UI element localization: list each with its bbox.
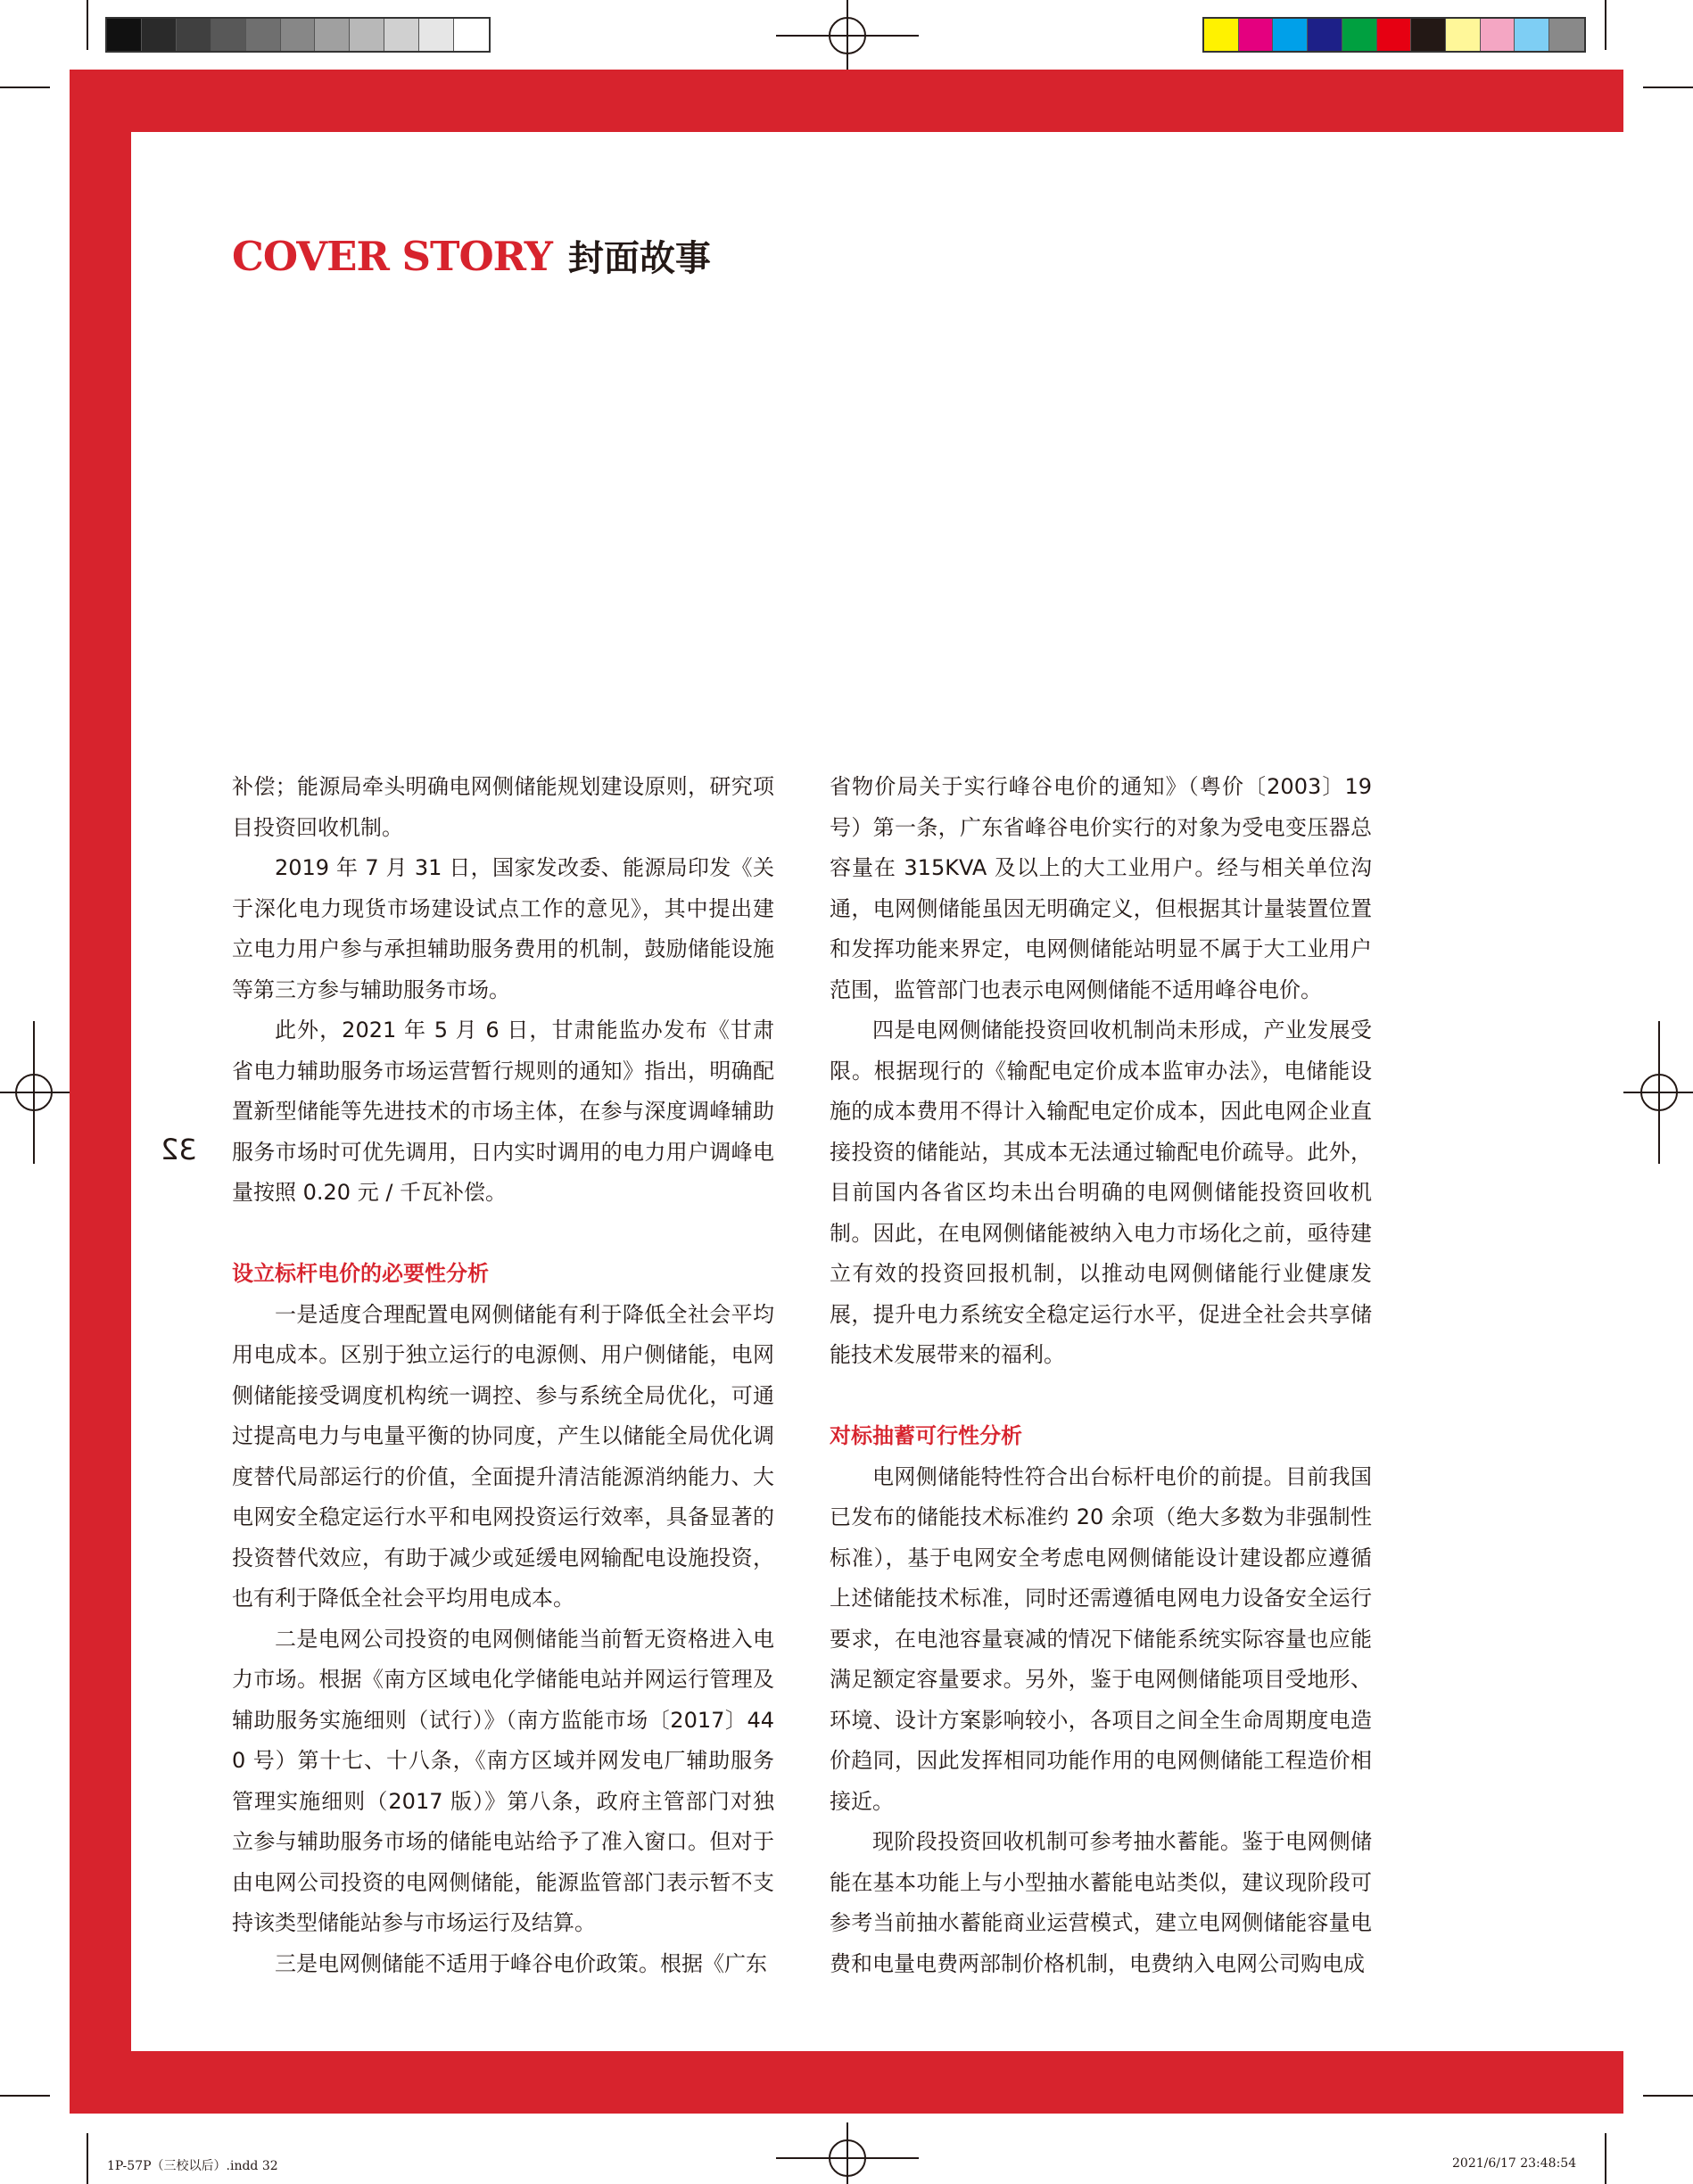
body-paragraph: 一是适度合理配置电网侧储能有利于降低全社会平均用电成本。区别于独立运行的电源侧、用户侧储能，电网侧储能接受调度机构统一调控、参与系统全局优化，可通过提高电力与电量平衡的协同度，产生以储能全局优化调度替代局部运行的价值，全面提升清洁能源消纳能力、大电网安全稳定运行水平和电网投资运行效率，具备显著的投资替代效应，有助于减少或延缓电网输配电设施投资，也有利于降低全社会平均用电成本。 bbox=[232, 1301, 774, 1611]
section-header bbox=[232, 230, 711, 284]
slug-timestamp: 2021/6/17 23:48:54 bbox=[1452, 2156, 1577, 2171]
section-heading: 设立标杆电价的必要性分析 bbox=[232, 1261, 489, 1286]
right-text-column bbox=[830, 767, 1372, 1984]
cover-story-cn-label: 封面故事 bbox=[567, 238, 711, 279]
page-number: 32 bbox=[161, 1133, 197, 1166]
body-paragraph: 二是电网公司投资的电网侧储能当前暂无资格进入电力市场。根据《南方区域电化学储能电站并网运行管理及辅助服务实施细则（试行）》（南方监能市场〔2017〕440 号）第十七、十八条，《南方区域并网发电厂辅助服务管理实施细则（2017 版）》第八条，政府主管部门对独立参与辅助服务市场的储能电站给予了准入窗口。但对于由电网公司投资的电网侧储能，能源监管部门表示暂不支持该类型储能站参与市场运行及结算。 bbox=[232, 1626, 774, 1935]
body-paragraph: 四是电网侧储能投资回收机制尚未形成，产业发展受限。根据现行的《输配电定价成本监审办法》，电储能设施的成本费用不得计入输配电定价成本，因此电网企业直接投资的储能站，其成本无法通过输配电价疏导。此外，目前国内各省区均未出台明确的电网侧储能投资回收机制。因此，在电网侧储能被纳入电力市场化之前，亟待建立有效的投资回报机制，以推动电网侧储能行业健康发展，提升电力系统安全稳定运行水平，促进全社会共享储能技术发展带来的福利。 bbox=[830, 1018, 1372, 1367]
section-heading: 对标抽蓄可行性分析 bbox=[830, 1423, 1022, 1448]
cover-story-label: COVER STORY bbox=[232, 233, 552, 280]
left-text-column bbox=[232, 767, 774, 1984]
slug-file-info: 1P-57P（三校以后）.indd 32 bbox=[107, 2159, 278, 2173]
paragraph-gap bbox=[232, 1214, 774, 1255]
body-paragraph: 现阶段投资回收机制可参考抽水蓄能。鉴于电网侧储能在基本功能上与小型抽水蓄能电站类似，建议现阶段可参考当前抽水蓄能商业运营模式，建立电网侧储能容量电费和电量电费两部制价格机制，电费纳入电网公司购电成 bbox=[830, 1829, 1372, 1976]
body-paragraph: 2019 年 7 月 31 日，国家发改委、能源局印发《关于深化电力现货市场建设试点工作的意见》，其中提出建立电力用户参与承担辅助服务费用的机制，鼓励储能设施等第三方参与辅助服务市场。 bbox=[232, 855, 774, 1002]
paragraph-gap bbox=[830, 1376, 1372, 1417]
body-paragraph: 三是电网侧储能不适用于峰谷电价政策。根据《广东 bbox=[275, 1950, 767, 1976]
body-paragraph: 此外，2021 年 5 月 6 日，甘肃能监办发布《甘肃省电力辅助服务市场运营暂行规则的通知》指出，明确配置新型储能等先进技术的市场主体，在参与深度调峰辅助服务市场时可优先调用，日内实时调用的电力用户调峰电量按照 0.20 元 / 千瓦补偿。 bbox=[232, 1018, 774, 1205]
body-paragraph: 补偿；能源局牵头明确电网侧储能规划建设原则，研究项目投资回收机制。 bbox=[232, 774, 774, 840]
body-paragraph: 省物价局关于实行峰谷电价的通知》（粤价〔2003〕19 号）第一条，广东省峰谷电价实行的对象为受电变压器总容量在 315KVA 及以上的大工业用户。经与相关单位沟通，电网侧储能虽因无明确定义，但根据其计量装置位置和发挥功能来界定，电网侧储能站明显不属于大工业用户范围，监管部门也表示电网侧储能不适用峰谷电价。 bbox=[830, 774, 1372, 1002]
body-paragraph: 电网侧储能特性符合出台标杆电价的前提。目前我国已发布的储能技术标准约 20 余项（绝大多数为非强制性标准），基于电网安全考虑电网侧储能设计建设都应遵循上述储能技术标准，同时还需遵循电网电力设备安全运行要求，在电池容量衰减的情况下储能系统实际容量也应能满足额定容量要求。另外，鉴于电网侧储能项目受地形、环境、设计方案影响较小，各项目之间全生命周期度电造价趋同，因此发挥相同功能作用的电网侧储能工程造价相接近。 bbox=[830, 1463, 1372, 1814]
